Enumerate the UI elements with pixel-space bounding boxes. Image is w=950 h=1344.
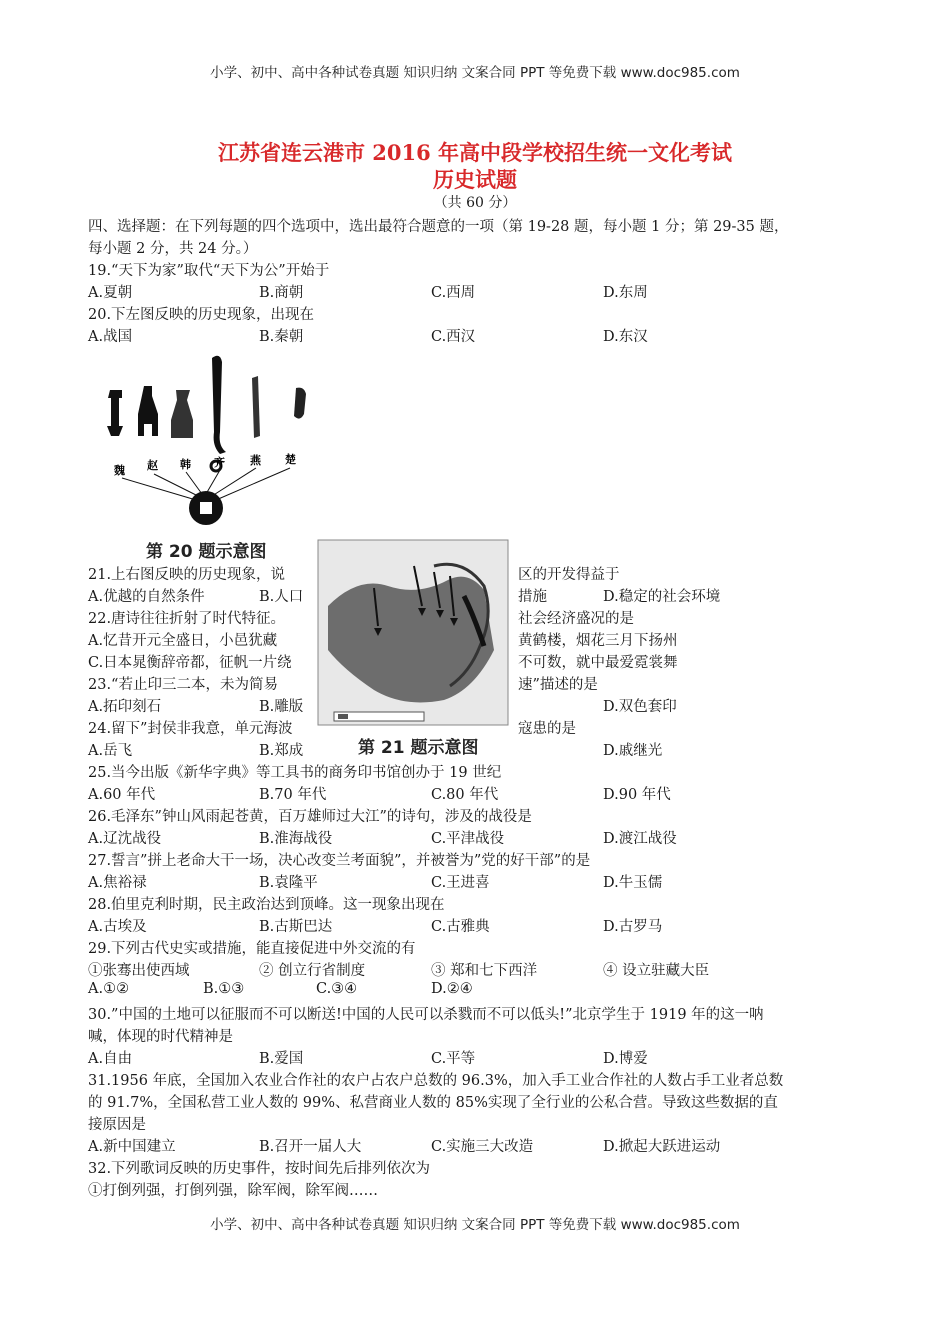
q27-option-b: B.袁隆平 (259, 875, 318, 891)
label-wei: 魏 (114, 464, 125, 477)
q29-option-c: C.③④ (316, 981, 358, 997)
exam-subtitle: 历史试题 (433, 167, 517, 192)
label-chu: 楚 (285, 453, 296, 466)
label-qi: 齐 (214, 456, 225, 469)
q21-option-c: 措施 (518, 589, 547, 605)
figure-20-coins (100, 350, 340, 535)
page-footer: 小学、初中、高中各种试卷真题 知识归纳 文案合同 PPT 等免费下载 www.doc985.com (210, 1217, 740, 1233)
q29-item-4: ④ 设立驻藏大臣 (603, 963, 710, 979)
q30-stem-line2: 喊，体现的时代精神是 (88, 1029, 233, 1045)
ant-nose-coin-chu (294, 388, 306, 419)
q27-option-d: D.牛玉儒 (603, 875, 663, 891)
q29-item-2: ② 创立行省制度 (259, 963, 366, 979)
q20-option-c: C.西汉 (431, 329, 476, 345)
q28-option-b: B.古斯巴达 (259, 919, 333, 935)
total-score: （共 60 分） (433, 195, 517, 211)
spade-coin-wei (107, 390, 123, 436)
q31-option-d: D.掀起大跃进运动 (603, 1139, 721, 1155)
q22-stem-tail: 社会经济盛况的是 (518, 611, 634, 627)
q20-stem: 20.下左图反映的历史现象，出现在 (88, 307, 315, 323)
label-han: 韩 (180, 458, 191, 471)
q25-option-b: B.70 年代 (259, 787, 327, 803)
q28-option-d: D.古罗马 (603, 919, 663, 935)
q28-option-c: C.古雅典 (431, 919, 490, 935)
exam-title: 江苏省连云港市 2016 年高中段学校招生统一文化考试 (217, 140, 733, 165)
q26-stem: 26.毛泽东”钟山风雨起苍黄，百万雄师过大江”的诗句，涉及的战役是 (88, 809, 532, 825)
q22-option-a: A.忆昔开元全盛日，小邑犹藏 (88, 633, 278, 649)
q23-stem-tail: 速”描述的是 (518, 677, 598, 693)
q19-stem: 19.“天下为家”取代“天下为公”开始于 (88, 263, 330, 279)
q21-option-b: B.人口 (259, 589, 304, 605)
q23-stem: 23.“若止印三二本，未为简易 (88, 677, 278, 693)
q29-option-d: D.②④ (431, 981, 473, 997)
q29-option-b: B.①③ (203, 981, 245, 997)
q19-option-a: A.夏朝 (88, 285, 133, 301)
q29-item-3: ③ 郑和七下西洋 (431, 963, 538, 979)
q24-option-d: D.戚继光 (603, 743, 663, 759)
q32-item-1: ①打倒列强，打倒列强，除军阀，除军阀…… (88, 1183, 378, 1199)
q27-option-a: A.焦裕禄 (88, 875, 147, 891)
q24-stem: 24.留下”封侯非我意，单元海波 (88, 721, 293, 737)
q22-option-b: 黄鹤楼，烟花三月下扬州 (518, 633, 678, 649)
q25-stem: 25.当今出版《新华字典》等工具书的商务印书馆创办于 19 世纪 (88, 765, 502, 781)
q31-stem-line1: 31.1956 年底，全国加入农业合作社的农户占农户总数的 96.3%，加入手工业合作社的人数占手工业者总数 (88, 1073, 784, 1089)
q19-option-b: B.商朝 (259, 285, 304, 301)
q25-option-d: D.90 年代 (603, 787, 671, 803)
figure-21-map (314, 536, 514, 758)
knife-coin-yan (252, 376, 260, 438)
q27-stem: 27.誓言”拼上老命大干一场，决心改变兰考面貌”，并被誉为”党的好干部”的是 (88, 853, 591, 869)
q26-option-a: A.辽沈战役 (88, 831, 162, 847)
q24-option-a: A.岳飞 (88, 743, 133, 759)
q31-stem-line3: 接原因是 (88, 1117, 146, 1133)
figure-20-caption: 第 20 题示意图 (146, 542, 267, 562)
q19-option-c: C.西周 (431, 285, 476, 301)
q31-option-c: C.实施三大改造 (431, 1139, 534, 1155)
q20-option-a: A.战国 (88, 329, 133, 345)
q26-option-c: C.平津战役 (431, 831, 505, 847)
q27-option-c: C.王进喜 (431, 875, 490, 891)
spade-coin-zhao (138, 386, 158, 436)
label-zhao: 赵 (147, 459, 158, 472)
q21-option-d: D.稳定的社会环境 (603, 589, 721, 605)
q30-option-a: A.自由 (88, 1051, 133, 1067)
q19-option-d: D.东周 (603, 285, 648, 301)
page-header: 小学、初中、高中各种试卷真题 知识归纳 文案合同 PPT 等免费下载 www.doc985.com (210, 65, 740, 81)
q21-stem: 21.上右图反映的历史现象，说 (88, 567, 286, 583)
q28-stem: 28.伯里克利时期，民主政治达到顶峰。这一现象出现在 (88, 897, 445, 913)
q31-stem-line2: 的 91.7%，全国私营工业人数的 99%、私营商业人数的 85%实现了全行业的公私合营。导致这些数据的直 (88, 1095, 778, 1111)
section-intro-line1: 四、选择题：在下列每题的四个选项中，选出最符合题意的一项（第 19-28 题，每小题 1 分；第 29-35 题， (88, 219, 789, 235)
q23-option-d: D.双色套印 (603, 699, 677, 715)
q23-option-a: A.拓印刻石 (88, 699, 162, 715)
q28-option-a: A.古埃及 (88, 919, 147, 935)
q22-option-d: 不可数，就中最爱霓裳舞 (518, 655, 678, 671)
q22-stem: 22.唐诗往往折射了时代特征。 (88, 611, 286, 627)
q29-item-1: ①张骞出使西域 (88, 963, 190, 979)
q24-stem-tail: 寇患的是 (518, 721, 576, 737)
spade-coin-han (171, 390, 193, 438)
q24-option-b: B.郑成 (259, 743, 304, 759)
q22-option-c: C.日本晁衡辞帝都，征帆一片绕 (88, 655, 292, 671)
q30-option-c: C.平等 (431, 1051, 476, 1067)
q25-option-c: C.80 年代 (431, 787, 499, 803)
figure-21-caption: 第 21 题示意图 (358, 738, 479, 758)
q25-option-a: A.60 年代 (88, 787, 156, 803)
q32-stem: 32.下列歌词反映的历史事件，按时间先后排列依次为 (88, 1161, 431, 1177)
label-yan: 燕 (250, 454, 261, 467)
q30-option-b: B.爱国 (259, 1051, 304, 1067)
q20-option-d: D.东汉 (603, 329, 648, 345)
q29-option-a: A.①② (88, 981, 130, 997)
q23-option-b: B.雕版 (259, 699, 304, 715)
q26-option-d: D.渡江战役 (603, 831, 677, 847)
q26-option-b: B.淮海战役 (259, 831, 333, 847)
q31-option-b: B.召开一届人大 (259, 1139, 362, 1155)
q21-stem-tail: 区的开发得益于 (518, 567, 620, 583)
q30-stem-line1: 30.”中国的土地可以征服而不可以断送!中国的人民可以杀戮而不可以低头!”北京学生于 1919 年的这一呐 (88, 1007, 764, 1023)
q29-stem: 29.下列古代史实或措施，能直接促进中外交流的有 (88, 941, 416, 957)
knife-coin-qi (212, 356, 226, 454)
section-intro-line2: 每小题 2 分，共 24 分。） (88, 241, 258, 257)
q30-option-d: D.博爱 (603, 1051, 648, 1067)
q31-option-a: A.新中国建立 (88, 1139, 176, 1155)
q21-option-a: A.优越的自然条件 (88, 589, 205, 605)
q20-option-b: B.秦朝 (259, 329, 304, 345)
